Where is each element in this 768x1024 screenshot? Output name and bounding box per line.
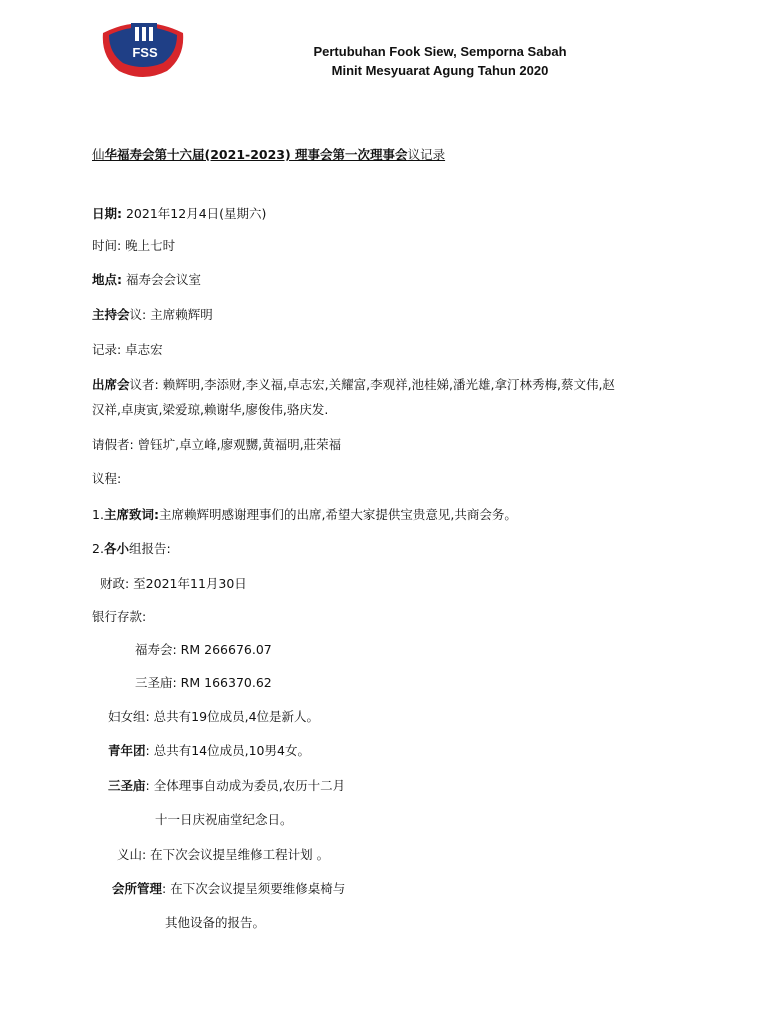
agenda-heading: 议程: — [92, 471, 122, 486]
temple-report — [108, 778, 345, 794]
org-name: Pertubuhan Fook Siew, Semporna Sabah — [313, 44, 567, 59]
bank-deposit-line: 银行存款: — [92, 609, 147, 624]
item1-label: 主席致词: — [103, 507, 159, 522]
item1-number: 1. — [92, 507, 104, 522]
clubhouse-text: : 在下次会议提呈须要维修桌椅与 — [162, 881, 346, 896]
fss-logo — [97, 17, 189, 81]
chair-line — [92, 307, 213, 323]
venue-line — [92, 272, 201, 288]
cemetery-report: 义山: 在下次会议提呈维修工程计划 。 — [117, 847, 330, 862]
chair-value: 议: 主席赖辉明 — [129, 307, 213, 322]
attendees-line-2: 汉祥,卓庚寅,梁爱琼,赖谢华,廖俊伟,骆庆发. — [92, 402, 329, 417]
temple-report-cont: 十一日庆祝庙堂纪念日。 — [155, 812, 293, 827]
agenda-item-2 — [92, 541, 171, 557]
youth-group-report — [108, 743, 310, 759]
finance-line: 财政: 至2021年11月30日 — [100, 576, 247, 591]
attendees-list-1: 议者: 赖辉明,李添财,李义福,卓志宏,关耀富,李观祥,池桂娣,潘光雄,拿汀林秀梅,蔡文伟,赵 — [129, 377, 615, 392]
date-value: 2021年12月4日(星期六) — [122, 206, 267, 221]
youth-text: : 总共有14位成员,10男4女。 — [145, 743, 310, 758]
item2-label: 各小 — [103, 541, 129, 556]
temple-label: 三圣庙 — [108, 778, 146, 793]
title-part-c: 议记录 — [407, 147, 446, 162]
title-part-b: 华福寿会第十六届(2021-2023) 理事会第一次理事会 — [104, 147, 408, 162]
temple-balance: 三圣庙: RM 166370.62 — [135, 675, 272, 690]
clubhouse-label: 会所管理 — [112, 881, 163, 896]
attendees-line-1 — [92, 377, 615, 393]
title-part-a: 仙 — [92, 147, 105, 162]
date-label: 日期: — [92, 206, 122, 221]
temple-text: : 全体理事自动成为委员,农历十二月 — [145, 778, 346, 793]
chair-label: 主持会 — [92, 307, 130, 322]
minutes-title — [92, 147, 445, 163]
fook-siew-balance: 福寿会: RM 266676.07 — [135, 642, 272, 657]
youth-label: 青年团 — [108, 743, 146, 758]
date-line — [92, 206, 266, 222]
letterhead — [250, 42, 630, 80]
logo-text: FSS — [132, 45, 158, 60]
document-subtitle: Minit Mesyuarat Agung Tahun 2020 — [331, 63, 549, 78]
venue-value: 福寿会会议室 — [122, 272, 201, 287]
time-line: 时间: 晚上七时 — [92, 238, 176, 253]
venue-label: 地点: — [92, 272, 122, 287]
recorder-line: 记录: 卓志宏 — [92, 342, 163, 357]
clubhouse-report — [112, 881, 345, 897]
absent-line: 请假者: 曾钰圹,卓立峰,廖观嬲,黄福明,莊荣福 — [92, 437, 342, 452]
attendees-label: 出席会 — [92, 377, 130, 392]
agenda-item-1 — [92, 507, 517, 523]
item1-text: 主席赖辉明感谢理事们的出席,希望大家提供宝贵意见,共商会务。 — [158, 507, 517, 522]
item2-text: 组报告: — [128, 541, 171, 556]
women-group-report: 妇女组: 总共有19位成员,4位是新人。 — [108, 709, 320, 724]
item2-number: 2. — [92, 541, 104, 556]
clubhouse-report-cont: 其他设备的报告。 — [165, 915, 266, 930]
